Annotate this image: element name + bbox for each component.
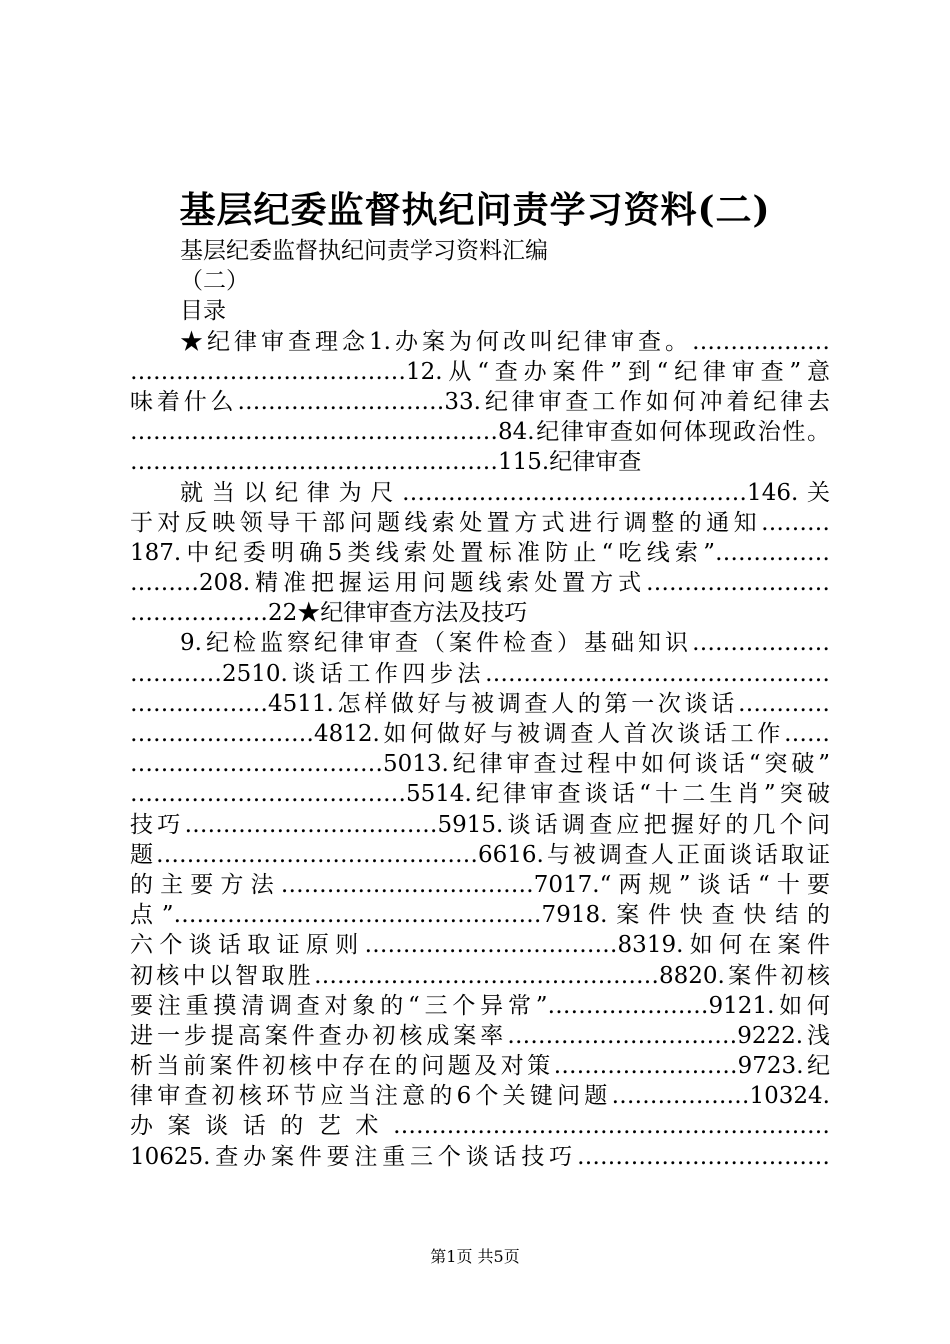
toc-line: ……………………………5013.纪律审查过程中如何谈话“突破”	[130, 751, 830, 778]
toc-line: ★纪律审查理念1.办案为何改叫纪律审查。………………	[180, 328, 830, 355]
page-footer: 第1页 共5页	[430, 1247, 520, 1266]
toc-line: 办案谈话的艺术…………………………………………………	[130, 1113, 830, 1140]
toc-line: 进一步提高案件查办初核成案率…………………………9222.浅	[130, 1022, 830, 1049]
subtitle-number-line: （二）	[180, 268, 249, 295]
toc-line: 析当前案件初核中存在的问题及对策……………………9723.纪	[130, 1053, 830, 1080]
toc-line: 187.中纪委明确5类线索处置标准防止“吃线索”……………	[130, 539, 830, 566]
toc-line: ………208.精准把握运用问题线索处置方式……………………	[130, 570, 830, 597]
toc-heading: 目录	[180, 298, 226, 325]
toc-line: ………………4511.怎样做好与被调查人的第一次谈话…………	[130, 690, 830, 717]
toc-line: ………………………………12.从“查办案件”到“纪律审查”意	[130, 358, 830, 385]
document-body	[130, 236, 830, 1172]
toc-line: 要注重摸清调查对象的“三个异常”…………………9121.如何	[130, 992, 830, 1019]
toc-line: …………2510.谈话工作四步法………………………………………	[130, 660, 830, 687]
document-title: 基层纪委监督执纪问责学习资料(二)	[179, 189, 771, 231]
toc-line: 就当以纪律为尺………………………………………146.关	[180, 479, 830, 506]
toc-line: 9.纪检监察纪律审查（案件检查）基础知识………………	[180, 630, 830, 657]
toc-line: …………………………………………115.纪律审查	[130, 449, 642, 476]
toc-line: 味着什么………………………33.纪律审查工作如何冲着纪律去	[130, 388, 830, 415]
toc-line: 初核中以智取胜………………………………………8820.案件初核	[130, 962, 830, 989]
subtitle-line: 基层纪委监督执纪问责学习资料汇编	[180, 238, 548, 264]
toc-line: 的主要方法……………………………7017.“两规”谈话“十要	[130, 871, 830, 898]
toc-line: ……………………4812.如何做好与被调查人首次谈话工作……	[130, 721, 830, 747]
toc-line: …………………………………………84.纪律审查如何体现政治性。	[130, 419, 830, 446]
toc-line: 技巧……………………………5915.谈话调查应把握好的几个问	[130, 811, 830, 838]
toc-line: 六个谈话取证原则……………………………8319.如何在案件	[130, 932, 830, 959]
toc-line: ………………………………5514.纪律审查谈话“十二生肖”突破	[130, 781, 830, 808]
toc-line: 10625.查办案件要注重三个谈话技巧……………………………	[130, 1143, 830, 1170]
toc-line: 点”…………………………………………7918.案件快查快结的	[130, 902, 830, 929]
toc-line: ………………22★纪律审查方法及技巧	[130, 600, 528, 627]
toc-line: 于对反映领导干部问题线索处置方式进行调整的通知………	[130, 509, 830, 536]
toc-line: 题……………………………………6616.与被调查人正面谈话取证	[130, 841, 830, 868]
toc-line: 律审查初核环节应当注意的6个关键问题………………10324.	[130, 1083, 830, 1110]
